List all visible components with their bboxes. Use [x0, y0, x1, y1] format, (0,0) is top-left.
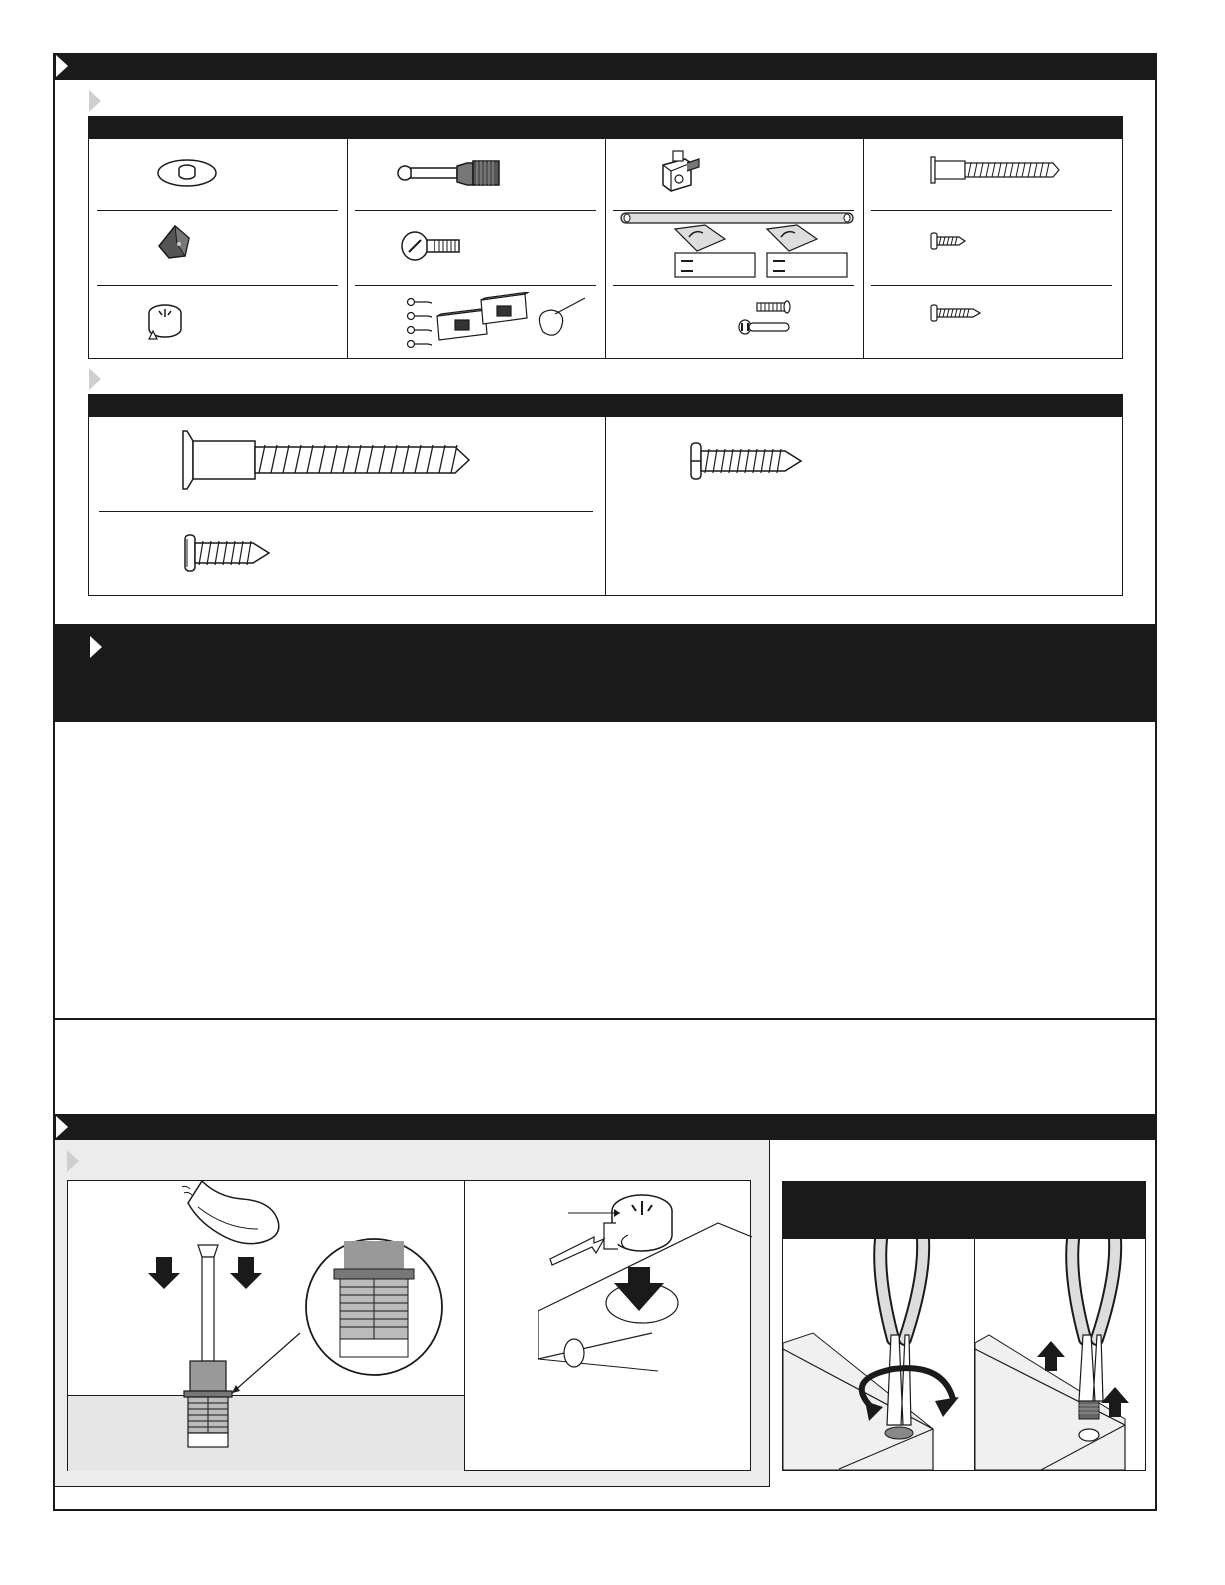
large-short-screw-icon	[183, 531, 273, 575]
subsection-marker-icon	[67, 1150, 79, 1172]
section-marker-icon	[90, 636, 102, 658]
section-notes-header	[53, 624, 1157, 722]
section-marker-icon	[56, 1116, 68, 1138]
subsection-marker-icon	[89, 90, 101, 112]
cam-illustration-box	[67, 1180, 751, 1471]
pliers-illustration-box	[782, 1238, 1146, 1471]
corner-bracket-icon	[155, 222, 195, 262]
small-screw-icon	[929, 231, 969, 251]
section-divider	[53, 1018, 1157, 1020]
section-marker-icon	[56, 55, 68, 77]
long-screw-icon	[929, 155, 1063, 185]
cam-lock-icon	[143, 301, 187, 345]
hanging-rail-icon	[617, 211, 857, 281]
pliers-removal-header	[782, 1181, 1146, 1238]
washer-icon	[155, 151, 219, 191]
small-hardware-table	[88, 116, 1123, 359]
pliers-turn-icon	[783, 1239, 973, 1470]
finger-press-icon	[138, 1181, 458, 1451]
cable-kit-icon	[405, 292, 590, 352]
dowel-bolt-icon	[397, 157, 507, 191]
pliers-pull-icon	[975, 1239, 1145, 1470]
cam-insert-icon	[538, 1181, 752, 1381]
connector-bolt-icon	[657, 149, 717, 193]
large-euro-screw-icon	[181, 429, 473, 491]
cam-screw-icon	[399, 228, 469, 264]
bolt-pair-icon	[735, 299, 797, 339]
section-cam-lock-header	[53, 1114, 1157, 1140]
section-hardware-header	[53, 53, 1157, 80]
large-pan-screw-icon	[689, 439, 805, 483]
subsection-marker-icon	[89, 368, 101, 390]
large-hardware-table	[88, 394, 1123, 596]
medium-screw-icon	[929, 303, 983, 323]
